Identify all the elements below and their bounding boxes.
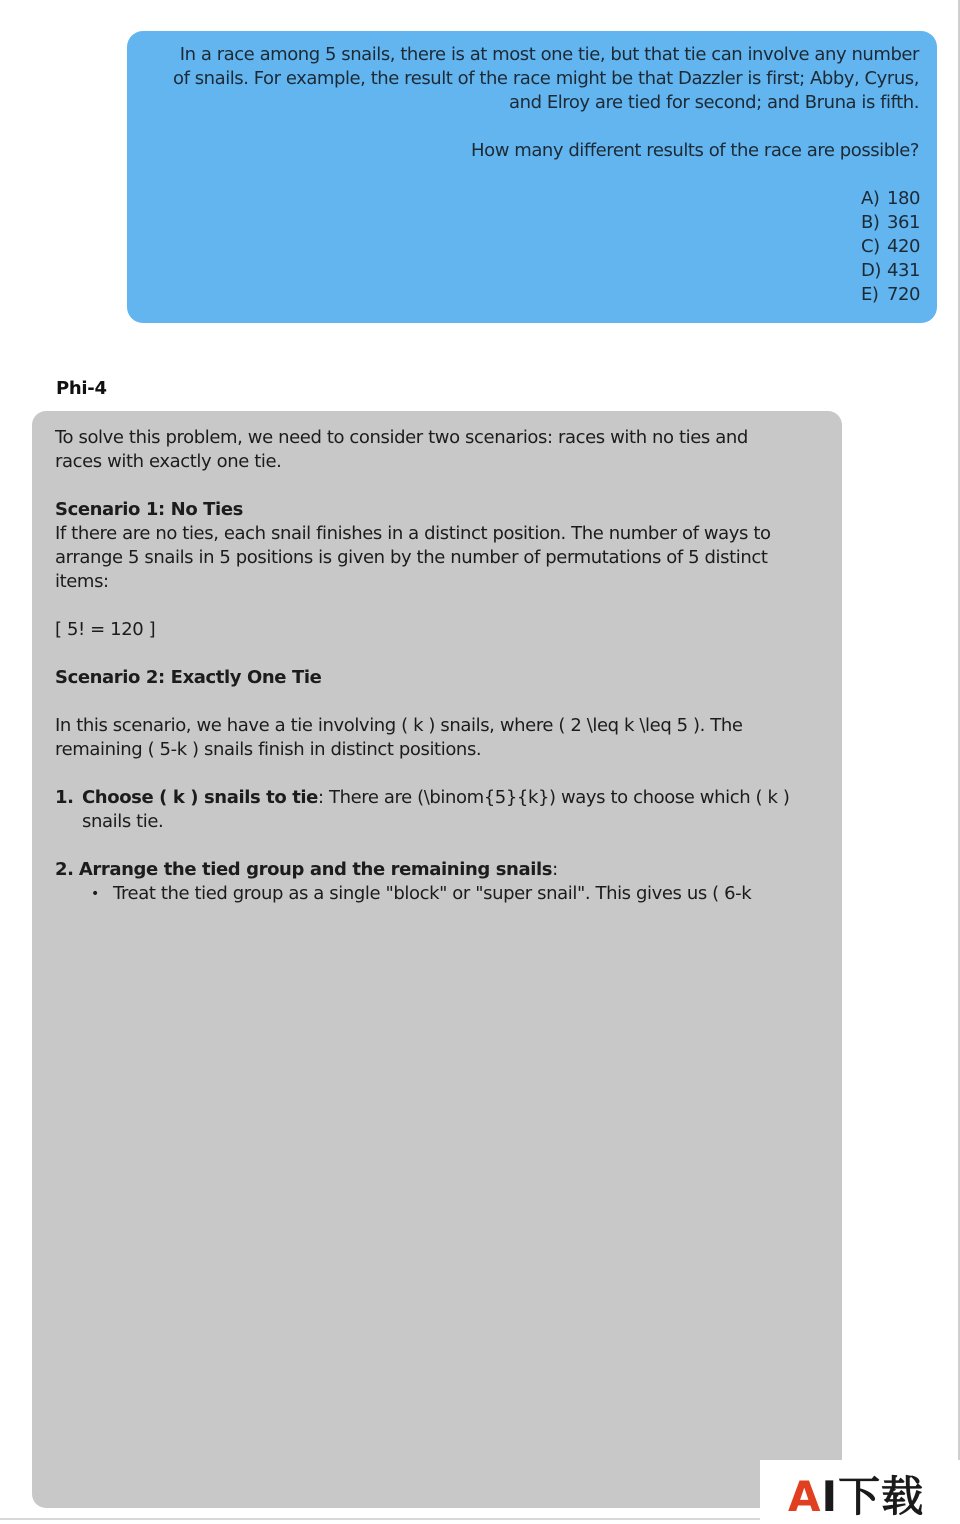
option-letter: B) [861,212,880,233]
option-e [147,283,919,307]
scenario2-heading: Scenario 2: Exactly One Tie [55,667,322,688]
option-value: 180 [887,188,921,209]
model-name-label: Phi-4 [56,378,107,399]
watermark-logo [760,1460,960,1520]
step-1-title: Choose ( k ) snails to tie [82,787,318,808]
scenario1-heading: Scenario 1: No Ties [55,499,243,520]
option-value: 431 [887,260,921,281]
step-2-colon: : [552,859,558,880]
option-b [147,211,919,235]
scenario1-line-1: If there are no ties, each snail finishes in a distinct position. The number of ways to [55,523,771,544]
option-value: 361 [887,212,921,233]
option-c [147,235,919,259]
scenario2-line-1: In this scenario, we have a tie involving ( k ) snails, where ( 2 \leq k \leq 5 ). The [55,715,743,736]
assistant-message-bubble [32,411,842,1508]
step-1-text-continued: snails tie. [82,811,164,832]
step-number: 1. [55,787,74,808]
step-2-number: 2. [55,859,74,880]
step-2-bullet-text: Treat the tied group as a single "block" or "super snail". This gives us ( 6-k [113,883,752,904]
step-1-text: : There are (\binom{5}{k}) ways to choose which ( k ) [317,787,790,808]
user-message-bubble [127,31,937,323]
option-value: 720 [887,284,921,305]
option-letter: A) [861,188,880,209]
intro-line-1: To solve this problem, we need to consider two scenarios: races with no ties and [55,427,748,448]
step-2 [55,858,802,882]
option-value: 420 [887,236,921,257]
answer-options [147,187,919,307]
scenario1-line-3: items: [55,571,109,592]
watermark-letter-a: A [788,1472,822,1521]
formula: [ 5! = 120 ] [55,619,156,640]
scenario2-line-2: remaining ( 5-k ) snails finish in distinct positions. [55,739,482,760]
watermark-text: I下载 [821,1472,925,1521]
scenario1-line-2: arrange 5 snails in 5 positions is given by the number of permutations of 5 distinct [55,547,768,568]
option-a [147,187,919,211]
step-2-title: Arrange the tied group and the remaining snails [78,859,553,880]
option-letter: C) [861,236,880,257]
option-d [147,259,919,283]
question-line-2: of snails. For example, the result of the race might be that Dazzler is first; Abby, Cyrus, [173,68,919,89]
question-prompt: How many different results of the race are possible? [471,140,919,161]
step-1 [55,786,802,834]
question-line-3: and Elroy are tied for second; and Bruna is fifth. [509,92,919,113]
question-line-1: In a race among 5 snails, there is at most one tie, but that tie can involve any number [179,44,919,65]
intro-line-2: races with exactly one tie. [55,451,282,472]
option-letter: E) [861,284,879,305]
bullet-icon: • [91,886,99,902]
option-letter: D) [861,260,881,281]
step-2-bullet [55,882,802,906]
